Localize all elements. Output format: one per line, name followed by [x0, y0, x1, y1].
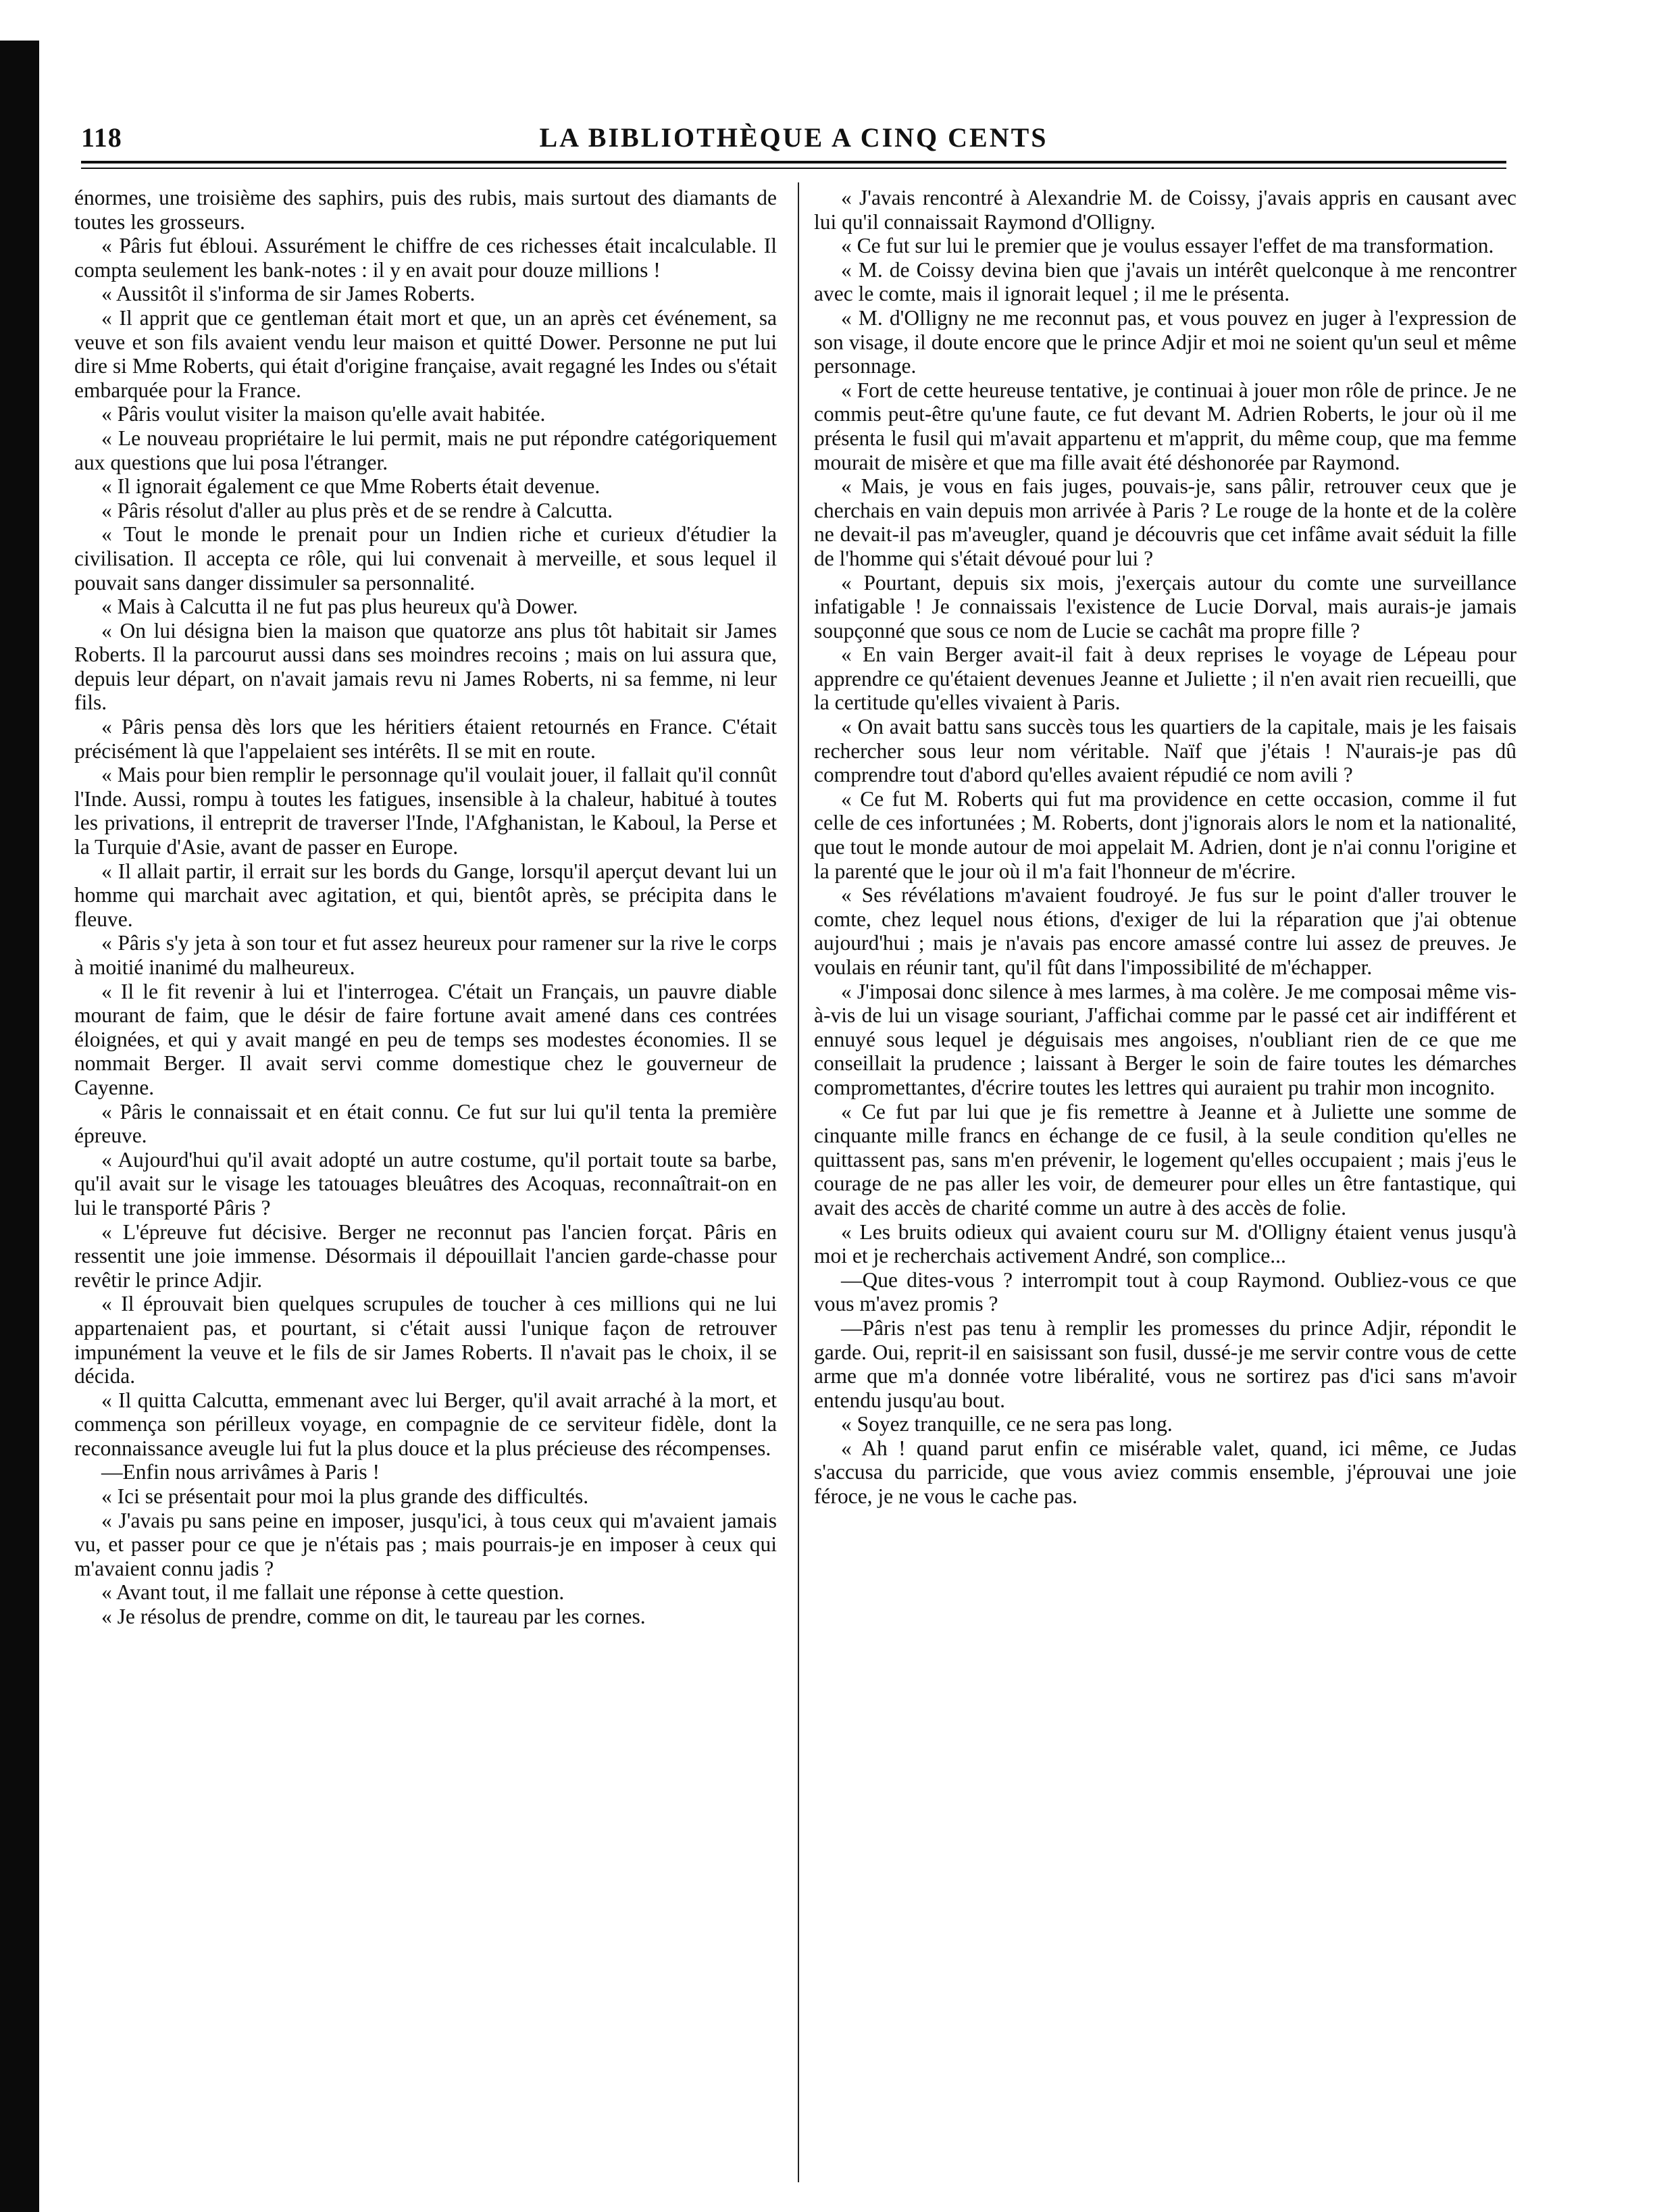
paragraph: « Le nouveau propriétaire le lui permit, mais ne put répondre catégoriquement aux questions que lui posa l'étranger.	[74, 426, 777, 474]
paragraph: —Enfin nous arrivâmes à Paris !	[101, 1460, 380, 1484]
paragraph: « Il allait partir, il errait sur les bords du Gange, lorsqu'il aperçut devant lui un homme qui marchait avec agitation, et qui, bientôt après, se précipita dans le fleuve.	[74, 859, 777, 931]
paragraph: « Pâris résolut d'aller au plus près et de se rendre à Calcutta.	[101, 498, 613, 522]
right-text-column	[814, 186, 1516, 2186]
running-title: LA BIBLIOTHÈQUE A CINQ CENTS	[539, 122, 1048, 153]
paragraph: « J'avais rencontré à Alexandrie M. de Coissy, j'avais appris en causant avec lui qu'il connaissait Raymond d'Olligny.	[814, 186, 1516, 234]
paragraph: « En vain Berger avait-il fait à deux reprises le voyage de Lépeau pour apprendre ce qu'étaient devenues Jeanne et Juliette ; il n'en avait rien recueilli, que la certitude qu'elles vivaient à Paris.	[814, 643, 1516, 715]
page-number: 118	[81, 122, 122, 153]
paragraph: « Aujourd'hui qu'il avait adopté un autre costume, qu'il portait toute sa barbe, qu'il avait sur le visage les tatouages bleuâtres des Acoquas, reconnaîtrait-on en lui le transporté Pâris ?	[74, 1147, 777, 1220]
paragraph: « J'imposai donc silence à mes larmes, à ma colère. Je me composai même vis-à-vis de lui un visage souriant, J'affichai comme par le passé cet air indifférent et ennuyé sous lequel je déguisais mes angoises, n'oubliant rien de ce que me conseillait la prudence ; laissant à Berger le soin de faire toutes les démarches compromettantes, d'écrire toutes les lettres qui auraient pu trahir mon incognito.	[814, 979, 1516, 1099]
paragraph: « Pâris pensa dès lors que les héritiers étaient retournés en France. C'était précisément là que l'appelaient ses intérêts. Il se mit en route.	[74, 715, 777, 763]
paragraph: « M. d'Olligny ne me reconnut pas, et vous pouvez en juger à l'expression de son visage, il doute encore que le prince Adjir et moi ne soient qu'un seul et même personnage.	[814, 305, 1516, 378]
paragraph: « Soyez tranquille, ce ne sera pas long.	[841, 1412, 1173, 1436]
paragraph: « On avait battu sans succès tous les quartiers de la capitale, mais je les faisais rechercher sous leur nom véritable. Naïf que j'étais ! N'aurais-je pas dû comprendre tout d'abord qu'elles avaient répudié ce nom avili ?	[814, 715, 1516, 787]
paragraph: « Pâris le connaissait et en était connu. Ce fut sur lui qu'il tenta la première épreuve.	[74, 1099, 777, 1148]
paragraph: « Mais à Calcutta il ne fut pas plus heureux qu'à Dower.	[101, 595, 578, 619]
paragraph: « Pâris fut ébloui. Assurément le chiffre de ces richesses était incalculable. Il compta seulement les bank-notes : il y en avait pour douze millions !	[74, 234, 777, 282]
paragraph: « Les bruits odieux qui avaient couru sur M. d'Olligny étaient venus jusqu'à moi et je recherchais activement André, son complice...	[814, 1220, 1516, 1268]
paragraph: « Ses révélations m'avaient foudroyé. Je fus sur le point d'aller trouver le comte, chez lequel nous étions, d'exiger de lui la réparation que j'ai obtenue aujourd'hui ; mais je n'avais pas encore amassé contre lui assez de preuves. Je voulais en réunir tant, qu'il fût dans l'impossibilité de m'échapper.	[814, 883, 1516, 979]
paragraph: « On lui désigna bien la maison que quatorze ans plus tôt habitait sir James Roberts. Il la parcourut aussi dans ses moindres recoins ; mais on lui assura que, depuis leur départ, on n'avait jamais revu ni James Roberts, ni sa femme, ni leur fils.	[74, 618, 777, 715]
paragraph: « Ici se présentait pour moi la plus grande des difficultés.	[101, 1484, 589, 1509]
paragraph: « Avant tout, il me fallait une réponse à cette question.	[101, 1580, 565, 1605]
paragraph: « Ce fut par lui que je fis remettre à Jeanne et à Juliette une somme de cinquante mille francs en échange de ce fusil, à la seule condition qu'elles ne quittassent pas, sans m'en prévenir, le logement qu'elles occupaient ; mais j'eus le courage de ne pas aller les voir, de demeurer pour elles un être fantastique, qui avait des accès de charité comme un autre à des accès de folie.	[814, 1099, 1516, 1220]
paragraph: « Il le fit revenir à lui et l'interrogea. C'était un Français, un pauvre diable mourant de faim, que le désir de faire fortune avait amené dans ces contrées éloignées, et qui y avait mangé en peu de temps ses modestes économies. Il se nommait Berger. Il avait servi comme domestique chez le gouverneur de Cayenne.	[74, 979, 777, 1099]
paragraph: « Tout le monde le prenait pour un Indien riche et curieux d'étudier la civilisation. Il accepta ce rôle, qui lui convenait à merveille, et sous lequel il pouvait sans danger dissimuler sa personnalité.	[74, 522, 777, 595]
paragraph: « Il ignorait également ce que Mme Roberts était devenue.	[101, 474, 601, 499]
column-divider	[798, 182, 799, 2182]
paragraph: « Il apprit que ce gentleman était mort et que, un an après cet événement, sa veuve et son fils avaient vendu leur maison et quitté Dower. Personne ne put lui dire si Mme Roberts, qui était d'origine française, avait regagné les Indes ou s'était embarquée pour la France.	[74, 305, 777, 402]
paragraph: « Il quitta Calcutta, emmenant avec lui Berger, qu'il avait arraché à la mort, et commença son périlleux voyage, en compagnie de ce serviteur fidèle, dont la reconnaissance aveugle lui fut la plus douce et la plus précieuse des récompenses.	[74, 1388, 777, 1460]
header-rule-thick	[81, 161, 1506, 164]
paragraph: « Fort de cette heureuse tentative, je continuai à jouer mon rôle de prince. Je ne commis peut-être qu'une faute, ce fut devant M. Adrien Roberts, le jour où il me présenta le fusil qui m'avait appartenu et m'apprit, du même coup, que ma femme mourait de misère et que ma fille avait été déshonorée par Raymond.	[814, 378, 1516, 474]
left-text-column	[74, 186, 777, 2186]
paragraph: « Mais pour bien remplir le personnage qu'il voulait jouer, il fallait qu'il connût l'Inde. Aussi, rompu à toutes les fatigues, insensible à la chaleur, habitué à toutes les privations, il entreprit de traverser l'Inde, l'Afghanistan, le Kaboul, la Perse et la Turquie d'Asie, avant de passer en Europe.	[74, 763, 777, 859]
paragraph: « Ce fut M. Roberts qui fut ma providence en cette occasion, comme il fut celle de ces infortunées ; M. Roberts, dont j'ignorais alors le nom et la nationalité, que tout le monde autour de moi appelait M. Adrien, dont je n'ai connu l'origine et la parenté que le jour où il m'a fait l'honneur de m'écrire.	[814, 786, 1516, 883]
paragraph: « Pourtant, depuis six mois, j'exerçais autour du comte une surveillance infatigable ! Je connaissais l'existence de Lucie Dorval, mais aurais-je jamais soupçonné que sous ce nom de Lucie se cachât ma propre fille ?	[814, 570, 1516, 643]
paragraph: « Mais, je vous en fais juges, pouvais-je, sans pâlir, retrouver ceux que je cherchais en vain depuis mon arrivée à Paris ? Le rouge de la honte et de la colère ne devait-il pas m'aveugler, quand je découvris que cet infâme avait séduit la fille de l'homme qui s'était dévoué pour lui ?	[814, 474, 1516, 570]
paragraph: « Je résolus de prendre, comme on dit, le taureau par les cornes.	[101, 1605, 646, 1629]
paragraph: « Aussitôt il s'informa de sir James Roberts.	[101, 282, 476, 306]
paragraph: « M. de Coissy devina bien que j'avais un intérêt quelconque à me rencontrer avec le comte, mais il ignorait lequel ; il me le présenta.	[814, 257, 1516, 306]
paragraph: « L'épreuve fut décisive. Berger ne reconnut pas l'ancien forçat. Pâris en ressentit une joie immense. Désormais il dépouillait l'ancien garde-chasse pour revêtir le prince Adjir.	[74, 1220, 777, 1292]
paragraph: « Pâris voulut visiter la maison qu'elle avait habitée.	[101, 402, 546, 426]
paragraph: « Ah ! quand parut enfin ce misérable valet, quand, ici même, ce Judas s'accusa du parricide, que vous aviez commis ensemble, j'éprouvai une joie féroce, je ne vous le cache pas.	[814, 1436, 1516, 1509]
page-header	[81, 122, 1506, 155]
paragraph: « Il éprouvait bien quelques scrupules de toucher à ces millions qui ne lui appartenaient pas, et pourtant, si c'était aussi l'unique façon de retrouver impunément la veuve et le fils de sir James Roberts. Il n'avait pas le choix, il se décida.	[74, 1292, 777, 1388]
paragraph: « Ce fut sur lui le premier que je voulus essayer l'effet de ma transformation.	[841, 234, 1494, 258]
header-rule-thin	[81, 168, 1506, 169]
paragraph: « J'avais pu sans peine en imposer, jusqu'ici, à tous ceux qui m'avaient jamais vu, et passer pour ce que je n'étais pas ; mais pourrais-je en imposer à ceux qui m'avaient connu jadis ?	[74, 1508, 777, 1580]
paragraph: énormes, une troisième des saphirs, puis des rubis, mais surtout des diamants de toutes les grosseurs.	[74, 186, 777, 234]
paragraph: « Pâris s'y jeta à son tour et fut assez heureux pour ramener sur la rive le corps à moitié inanimé du malheureux.	[74, 931, 777, 979]
scan-edge-shadow	[0, 41, 39, 2212]
paragraph: —Pâris n'est pas tenu à remplir les promesses du prince Adjir, répondit le garde. Oui, reprit-il en saisissant son fusil, dussé-je me servir contre vous de cette arme que m'a donnée votre libéralité, vous ne sortirez pas d'ici sans m'avoir entendu jusqu'au bout.	[814, 1315, 1516, 1412]
paragraph: —Que dites-vous ? interrompit tout à coup Raymond. Oubliez-vous ce que vous m'avez promis ?	[814, 1267, 1516, 1316]
